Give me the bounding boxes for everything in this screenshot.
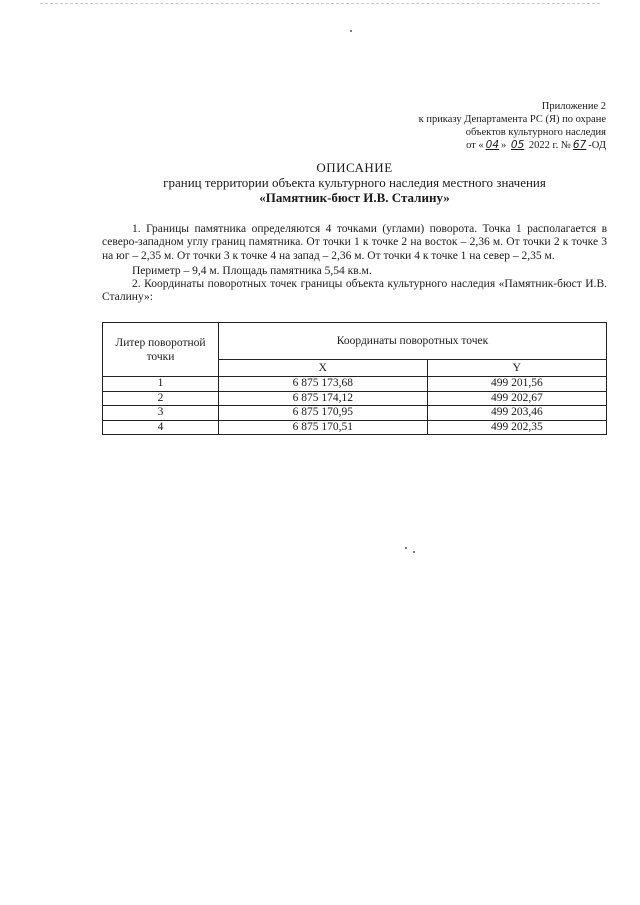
title-object-name: «Памятник-бюст И.В. Сталину» xyxy=(259,190,450,205)
coordinates-table xyxy=(102,322,607,435)
table-row xyxy=(103,391,607,406)
table-row xyxy=(103,377,607,392)
handwritten-number: 67 xyxy=(572,139,587,151)
header-x: X xyxy=(219,359,428,376)
order-suffix: -ОД xyxy=(588,140,606,151)
scan-speck xyxy=(413,551,415,553)
appendix-order-line xyxy=(419,139,606,152)
cell-x: 6 875 170,51 xyxy=(219,420,428,435)
date-mid: » xyxy=(501,140,507,151)
description-body xyxy=(102,223,607,305)
scan-top-edge xyxy=(40,3,600,4)
scan-speck xyxy=(350,30,352,32)
paragraph-boundaries: 1. Границы памятника определяются 4 точками (углами) поворота. Точка 1 располагается в северо-западном углу границ памятника. От точки 1 к точке 2 на восток – 2,36 м. От точки 2 к точке 3 на юг – 2,35 м. От точки 3 к точке 4 на запад – 2,36 м. От точки 4 к точке 1 на север – 2,35 м. xyxy=(102,223,607,262)
cell-x: 6 875 170,95 xyxy=(219,406,428,421)
cell-x: 6 875 174,12 xyxy=(219,391,428,406)
cell-y: 499 201,56 xyxy=(427,377,606,392)
appendix-line-2: к приказу Департамента РС (Я) по охране xyxy=(418,114,606,125)
appendix-line-1: Приложение 2 xyxy=(541,101,606,112)
date-year: 2022 г. № xyxy=(528,140,571,151)
appendix-note xyxy=(419,100,606,152)
scan-speck xyxy=(405,547,407,549)
table-row xyxy=(103,406,607,421)
cell-point: 1 xyxy=(103,377,219,392)
title-heading: ОПИСАНИЕ xyxy=(316,160,393,175)
cell-point: 3 xyxy=(103,406,219,421)
table-header-row xyxy=(103,323,607,360)
cell-point: 4 xyxy=(103,420,219,435)
cell-y: 499 202,67 xyxy=(427,391,606,406)
header-y: Y xyxy=(427,359,606,376)
header-point: Литер поворотной точки xyxy=(103,323,219,377)
document-title xyxy=(102,160,607,205)
cell-point: 2 xyxy=(103,391,219,406)
paragraph-coordinates: 2. Координаты поворотных точек границы объекта культурного наследия «Памятник-бюст И.В. Сталину»: xyxy=(102,278,607,304)
title-subheading: границ территории объекта культурного наследия местного значения xyxy=(163,175,546,190)
cell-y: 499 203,46 xyxy=(427,406,606,421)
appendix-line-3: объектов культурного наследия xyxy=(465,127,606,138)
date-prefix: от « xyxy=(466,140,484,151)
cell-x: 6 875 173,68 xyxy=(219,377,428,392)
handwritten-day: 04 xyxy=(485,139,500,151)
paragraph-perimeter: Периметр – 9,4 м. Площадь памятника 5,54 кв.м. xyxy=(132,264,372,277)
handwritten-month: 05 xyxy=(510,139,525,151)
cell-y: 499 202,35 xyxy=(427,420,606,435)
table-row xyxy=(103,420,607,435)
header-coordinates: Координаты поворотных точек xyxy=(219,323,607,360)
